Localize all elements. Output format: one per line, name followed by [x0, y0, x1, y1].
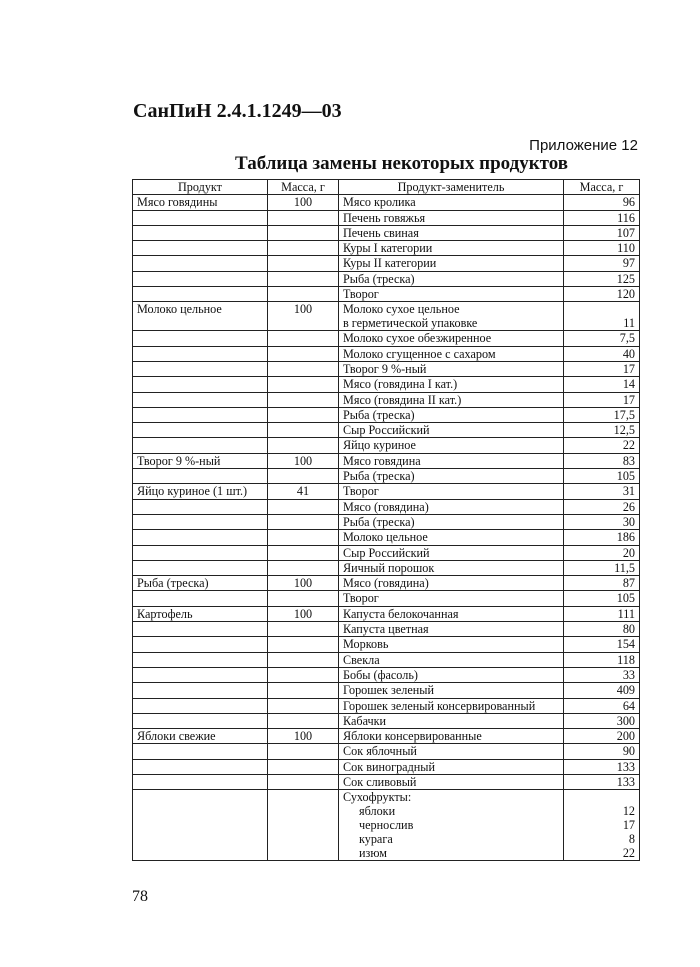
product-cell-empty	[133, 790, 268, 861]
table-row-dried-fruits	[133, 790, 640, 861]
substitute-name-line: Молоко сухое цельное	[343, 302, 460, 317]
product-mass-cell-empty	[268, 667, 339, 682]
product-cell-empty	[133, 713, 268, 728]
product-cell-empty	[133, 637, 268, 652]
dried-fruit-item: курага	[359, 832, 393, 847]
product-mass-cell-empty	[268, 361, 339, 376]
table-row	[133, 302, 640, 331]
substitute-cell: Сыр Российский	[339, 423, 564, 438]
table-row	[133, 683, 640, 698]
table-row	[133, 759, 640, 774]
appendix-label: Приложение 12	[529, 137, 638, 154]
substitute-mass-cell: 110	[564, 241, 640, 256]
dried-fruit-item: изюм	[359, 846, 387, 861]
substitute-cell: Сок виноградный	[339, 759, 564, 774]
substitute-cell: Молоко сгущенное с сахаром	[339, 346, 564, 361]
header-mass: Масса, г	[268, 180, 339, 195]
substitute-cell: Мясо кролика	[339, 195, 564, 210]
product-cell-empty	[133, 331, 268, 346]
table-body	[133, 195, 640, 861]
substitute-cell: Яйцо куриное	[339, 438, 564, 453]
table-row	[133, 774, 640, 789]
table-row	[133, 729, 640, 744]
header-substitute-mass: Масса, г	[564, 180, 640, 195]
substitute-mass-cell: 133	[564, 759, 640, 774]
product-mass-cell-empty	[268, 790, 339, 861]
product-mass-cell-empty	[268, 622, 339, 637]
dried-fruit-item: чернослив	[359, 818, 414, 833]
page-number: 78	[132, 888, 148, 905]
substitute-cell: Капуста цветная	[339, 622, 564, 637]
product-cell-empty	[133, 377, 268, 392]
product-mass-cell-empty	[268, 438, 339, 453]
product-cell-empty	[133, 530, 268, 545]
table-row	[133, 591, 640, 606]
substitution-table	[132, 179, 640, 861]
substitute-mass-cell: 300	[564, 713, 640, 728]
substitute-mass-cell: 118	[564, 652, 640, 667]
product-cell-empty	[133, 774, 268, 789]
table-row	[133, 361, 640, 376]
header-product: Продукт	[133, 180, 268, 195]
substitute-mass-cell: 33	[564, 667, 640, 682]
substitute-mass-cell: 12,5	[564, 423, 640, 438]
substitute-mass-cell: 11,5	[564, 560, 640, 575]
product-cell-empty	[133, 499, 268, 514]
product-mass-cell: 100	[268, 606, 339, 621]
table-row	[133, 637, 640, 652]
substitute-mass-cell: 40	[564, 346, 640, 361]
table-row	[133, 423, 640, 438]
substitute-cell: Творог 9 %-ный	[339, 361, 564, 376]
product-mass-cell-empty	[268, 210, 339, 225]
product-cell-empty	[133, 560, 268, 575]
table-row	[133, 453, 640, 468]
substitute-cell: Горошек зеленый консервированный	[339, 698, 564, 713]
substitute-mass-cell: 125	[564, 271, 640, 286]
substitute-cell: Яичный порошок	[339, 560, 564, 575]
product-cell-empty	[133, 392, 268, 407]
product-mass-cell-empty	[268, 637, 339, 652]
substitute-cell: Кабачки	[339, 713, 564, 728]
table-row	[133, 484, 640, 499]
table-row	[133, 287, 640, 302]
table-row	[133, 331, 640, 346]
product-mass-cell-empty	[268, 683, 339, 698]
table-row	[133, 225, 640, 240]
product-cell-empty	[133, 225, 268, 240]
product-mass-cell-empty	[268, 392, 339, 407]
product-cell-empty	[133, 652, 268, 667]
product-mass-cell-empty	[268, 774, 339, 789]
header-substitute: Продукт-заменитель	[339, 180, 564, 195]
substitute-mass-cell: 31	[564, 484, 640, 499]
substitute-mass-cell: 87	[564, 576, 640, 591]
product-mass-cell-empty	[268, 744, 339, 759]
substitute-mass-cell: 120	[564, 287, 640, 302]
table-row	[133, 698, 640, 713]
product-mass-cell-empty	[268, 545, 339, 560]
substitute-cell: Свекла	[339, 652, 564, 667]
dried-fruit-mass: 22	[622, 846, 635, 861]
dried-fruit-item: яблоки	[359, 804, 396, 819]
substitute-cell: Творог	[339, 591, 564, 606]
table-row	[133, 530, 640, 545]
substitute-cell: Морковь	[339, 637, 564, 652]
table-row	[133, 652, 640, 667]
substitute-cell: Сок сливовый	[339, 774, 564, 789]
substitute-cell	[339, 790, 564, 861]
substitute-cell: Яблоки консервированные	[339, 729, 564, 744]
substitute-mass-cell: 90	[564, 744, 640, 759]
substitute-cell: Горошек зеленый	[339, 683, 564, 698]
table-row	[133, 514, 640, 529]
product-cell-empty	[133, 256, 268, 271]
product-cell-empty	[133, 683, 268, 698]
substitute-mass-cell: 22	[564, 438, 640, 453]
product-mass-cell: 100	[268, 576, 339, 591]
substitute-cell: Сок яблочный	[339, 744, 564, 759]
substitute-mass-cell: 97	[564, 256, 640, 271]
table-header-row	[133, 180, 640, 195]
substitute-mass-cell: 20	[564, 545, 640, 560]
product-mass-cell-empty	[268, 331, 339, 346]
substitute-mass-cell: 7,5	[564, 331, 640, 346]
table-row	[133, 195, 640, 210]
product-cell-empty	[133, 514, 268, 529]
table-row	[133, 713, 640, 728]
product-mass-cell-empty	[268, 560, 339, 575]
substitute-mass-cell: 17	[564, 361, 640, 376]
table-row	[133, 271, 640, 286]
substitute-mass-cell: 409	[564, 683, 640, 698]
substitute-cell: Мясо (говядина I кат.)	[339, 377, 564, 392]
product-cell-empty	[133, 346, 268, 361]
substitute-mass-cell: 105	[564, 469, 640, 484]
substitute-mass-cell: 186	[564, 530, 640, 545]
substitute-mass-cell: 105	[564, 591, 640, 606]
product-cell-empty	[133, 759, 268, 774]
substitute-mass-cell: 96	[564, 195, 640, 210]
table-row	[133, 606, 640, 621]
product-mass-cell-empty	[268, 591, 339, 606]
table-row	[133, 377, 640, 392]
substitute-mass-cell: 116	[564, 210, 640, 225]
substitute-mass-cell: 154	[564, 637, 640, 652]
table-title: Таблица замены некоторых продуктов	[235, 153, 569, 174]
product-cell-empty	[133, 698, 268, 713]
table-row	[133, 256, 640, 271]
substitute-cell: Рыба (треска)	[339, 271, 564, 286]
product-cell-empty	[133, 287, 268, 302]
substitute-cell: Печень свиная	[339, 225, 564, 240]
table-row	[133, 392, 640, 407]
product-cell: Яйцо куриное (1 шт.)	[133, 484, 268, 499]
substitute-mass-cell: 80	[564, 622, 640, 637]
table-row	[133, 469, 640, 484]
substitute-mass-cell: 17	[564, 392, 640, 407]
product-cell-empty	[133, 210, 268, 225]
substitute-cell: Капуста белокочанная	[339, 606, 564, 621]
product-mass-cell-empty	[268, 287, 339, 302]
product-cell-empty	[133, 667, 268, 682]
product-cell: Творог 9 %-ный	[133, 453, 268, 468]
substitute-cell: Рыба (треска)	[339, 407, 564, 422]
product-cell-empty	[133, 438, 268, 453]
substitute-cell: Бобы (фасоль)	[339, 667, 564, 682]
dried-fruits-title: Сухофрукты:	[343, 790, 412, 805]
product-cell-empty	[133, 591, 268, 606]
substitute-mass-cell: 64	[564, 698, 640, 713]
product-mass-cell: 100	[268, 453, 339, 468]
table-row	[133, 744, 640, 759]
product-mass-cell-empty	[268, 469, 339, 484]
substitute-cell: Молоко цельное	[339, 530, 564, 545]
substitute-cell: Печень говяжья	[339, 210, 564, 225]
substitute-mass-cell: 133	[564, 774, 640, 789]
substitute-cell: Мясо (говядина)	[339, 499, 564, 514]
substitute-cell: Молоко сухое обезжиренное	[339, 331, 564, 346]
product-cell: Молоко цельное	[133, 302, 268, 331]
substitute-mass-cell: 200	[564, 729, 640, 744]
product-mass-cell-empty	[268, 759, 339, 774]
product-cell-empty	[133, 622, 268, 637]
product-mass-cell: 100	[268, 729, 339, 744]
table-row	[133, 407, 640, 422]
substitute-mass-cell	[564, 790, 640, 861]
product-cell-empty	[133, 423, 268, 438]
product-mass-cell-empty	[268, 423, 339, 438]
substitute-cell: Мясо (говядина)	[339, 576, 564, 591]
table-row	[133, 545, 640, 560]
substitute-mass-cell: 26	[564, 499, 640, 514]
substitute-cell: Мясо говядина	[339, 453, 564, 468]
substitute-cell: Рыба (треска)	[339, 514, 564, 529]
product-cell-empty	[133, 271, 268, 286]
product-cell-empty	[133, 361, 268, 376]
product-cell-empty	[133, 744, 268, 759]
product-mass-cell: 100	[268, 195, 339, 210]
substitute-cell: Сыр Российский	[339, 545, 564, 560]
product-mass-cell-empty	[268, 241, 339, 256]
substitute-mass-cell: 107	[564, 225, 640, 240]
dried-fruit-mass: 8	[628, 832, 635, 847]
product-cell: Картофель	[133, 606, 268, 621]
substitute-cell: Рыба (треска)	[339, 469, 564, 484]
product-cell-empty	[133, 469, 268, 484]
product-mass-cell-empty	[268, 407, 339, 422]
dried-fruit-mass: 12	[622, 804, 635, 819]
substitute-cell: Творог	[339, 287, 564, 302]
product-cell: Рыба (треска)	[133, 576, 268, 591]
document-code: СанПиН 2.4.1.1249—03	[133, 100, 342, 122]
table-row	[133, 622, 640, 637]
substitute-cell: Куры II категории	[339, 256, 564, 271]
substitute-cell: Куры I категории	[339, 241, 564, 256]
substitute-name-line: в герметической упаковке	[343, 316, 478, 331]
substitute-cell: Мясо (говядина II кат.)	[339, 392, 564, 407]
substitute-cell	[339, 302, 564, 331]
substitute-mass-cell: 11	[564, 302, 640, 331]
product-cell-empty	[133, 241, 268, 256]
product-mass-cell-empty	[268, 698, 339, 713]
product-mass-cell-empty	[268, 530, 339, 545]
product-mass-cell-empty	[268, 377, 339, 392]
product-cell-empty	[133, 545, 268, 560]
product-mass-cell-empty	[268, 346, 339, 361]
product-cell: Мясо говядины	[133, 195, 268, 210]
table-row	[133, 241, 640, 256]
dried-fruit-mass: 17	[622, 818, 635, 833]
product-mass-cell-empty	[268, 713, 339, 728]
product-mass-cell-empty	[268, 225, 339, 240]
product-cell-empty	[133, 407, 268, 422]
product-mass-cell: 41	[268, 484, 339, 499]
table-row	[133, 438, 640, 453]
substitute-mass-cell: 83	[564, 453, 640, 468]
product-mass-cell-empty	[268, 499, 339, 514]
product-cell: Яблоки свежие	[133, 729, 268, 744]
table-row	[133, 667, 640, 682]
product-mass-cell-empty	[268, 271, 339, 286]
table-row	[133, 210, 640, 225]
table-row	[133, 499, 640, 514]
substitute-cell: Творог	[339, 484, 564, 499]
product-mass-cell: 100	[268, 302, 339, 331]
product-mass-cell-empty	[268, 256, 339, 271]
substitute-mass-cell: 14	[564, 377, 640, 392]
product-mass-cell-empty	[268, 652, 339, 667]
substitute-mass-cell: 30	[564, 514, 640, 529]
table-row	[133, 576, 640, 591]
table-row	[133, 560, 640, 575]
substitute-mass-cell: 17,5	[564, 407, 640, 422]
table-row	[133, 346, 640, 361]
substitute-mass-cell: 111	[564, 606, 640, 621]
product-mass-cell-empty	[268, 514, 339, 529]
